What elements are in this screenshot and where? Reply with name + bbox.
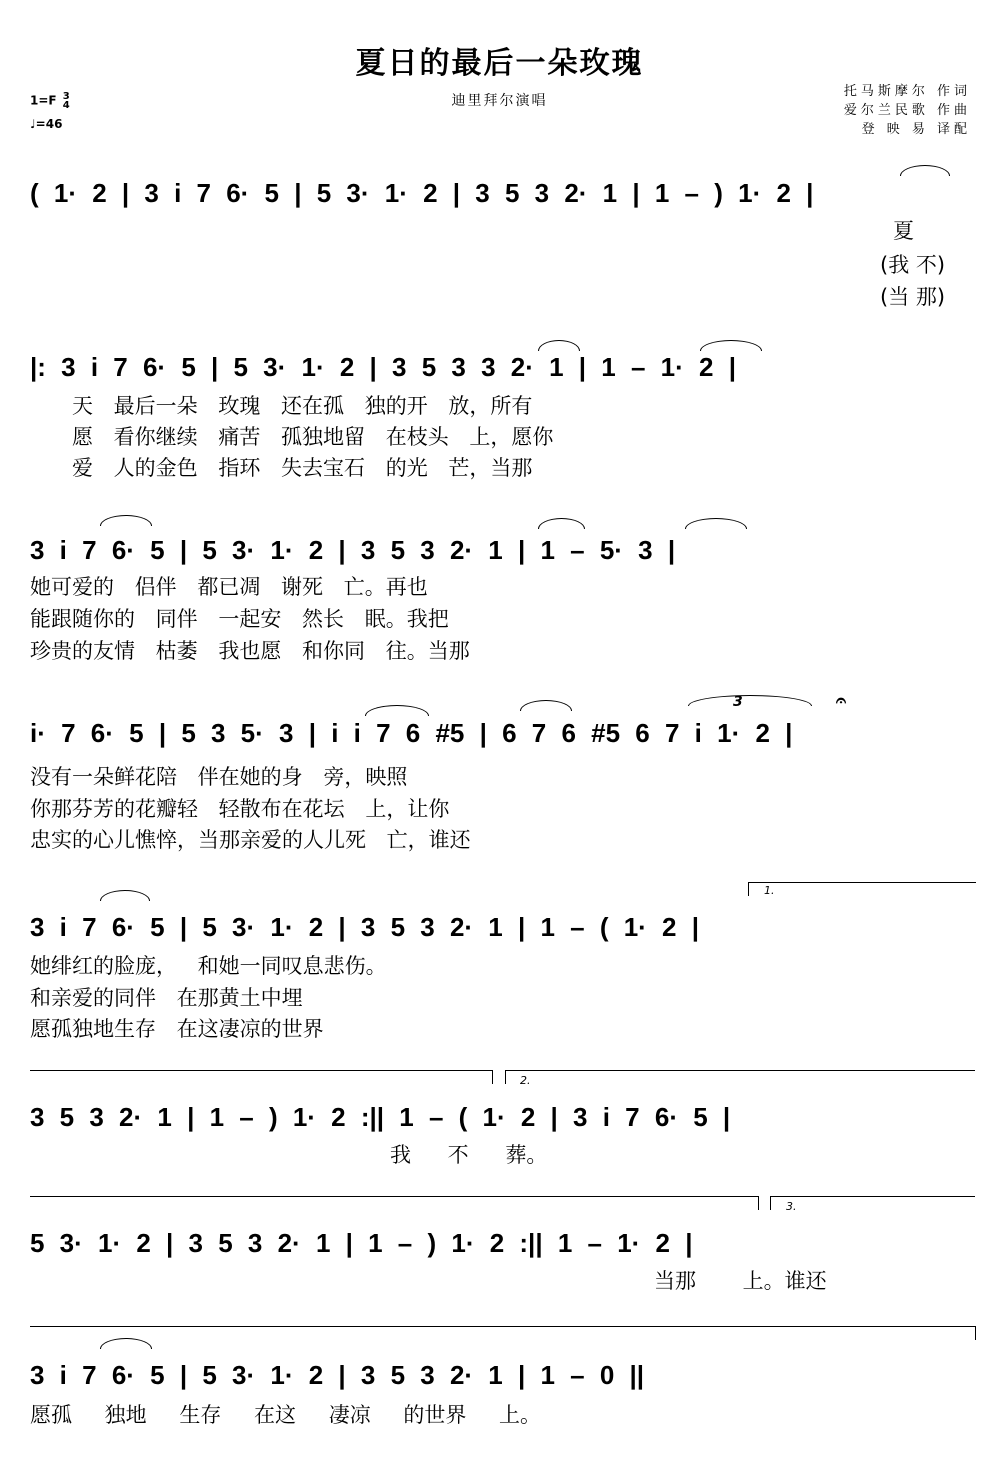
slur [700, 340, 762, 351]
notation-line: ( 1· 2 | 3 i 7 6· 5 | 5 3· 1· 2 | 3 5 3 2· 1 | 1 – ) 1· 2 | [30, 178, 814, 208]
slur [900, 165, 950, 176]
slur [365, 705, 429, 716]
slur [100, 890, 150, 901]
ending-bracket [30, 1326, 975, 1327]
notation-line: |: 3 i 7 6· 5 | 5 3· 1· 2 | 3 5 3 3 2· 1 | 1 – 1· 2 | [30, 352, 736, 382]
slur [538, 340, 580, 351]
triplet-mark: 3 [733, 694, 743, 710]
slur [520, 700, 572, 711]
lyric-line: 珍贵的友情 枯萎 我也愿 和你同 往。当那 [30, 639, 470, 663]
ending-number: 1. [764, 884, 775, 897]
lyric-line: 和亲爱的同伴 在那黄土中埋 [30, 986, 303, 1010]
lyric-line: 我 不 葬。 [390, 1143, 548, 1167]
time-numerator: 3 [62, 91, 70, 102]
notation-line: 3 i 7 6· 5 | 5 3· 1· 2 | 3 5 3 2· 1 | 1 – 5· 3 | [30, 535, 676, 565]
ending-bracket [505, 1070, 975, 1071]
lyric-line: 忠实的心儿憔悴，当那亲爱的人儿死 亡，谁还 [30, 828, 471, 852]
slur [538, 518, 585, 529]
ending-number: 2. [520, 1074, 531, 1087]
lyric-line: 没有一朵鲜花陪 伴在她的身 旁，映照 [30, 765, 408, 789]
key-value: 1=F [30, 93, 57, 108]
tempo-marking [30, 117, 62, 131]
fermata-icon: 𝄐 [836, 690, 847, 711]
ending-bracket-left [748, 882, 749, 896]
ending-bracket [30, 1196, 758, 1197]
lyric-line: 她绯红的脸庞， 和她一同叹息悲伤。 [30, 954, 387, 978]
lyric-line: (当 那) [880, 285, 946, 309]
ending-bracket [770, 1196, 975, 1197]
ending-number: 3. [786, 1200, 797, 1213]
time-signature [63, 92, 70, 110]
lyric-line: 愿孤 独地 生存 在这 凄凉 的世界 上。 [30, 1403, 542, 1427]
ending-bracket-right [492, 1070, 493, 1084]
lyric-line: 愿孤独地生存 在这凄凉的世界 [30, 1017, 324, 1041]
lyric-line: 能跟随你的 同伴 一起安 然长 眠。我把 [30, 607, 449, 631]
time-denominator: 4 [62, 100, 70, 111]
quarter-note-icon: ♩ [30, 117, 36, 131]
key-signature [30, 92, 70, 110]
slur [685, 518, 747, 529]
lyric-line: 爱 人的金色 指环 失去宝石 的光 芒，当那 [72, 456, 533, 480]
credit-music: 爱尔兰民歌 作曲 [843, 103, 971, 118]
song-title: 夏日的最后一朵玫瑰 [355, 46, 644, 81]
slur [100, 1338, 152, 1349]
lyric-line: 她可爱的 侣伴 都已凋 谢死 亡。再也 [30, 575, 428, 599]
ending-bracket-left [505, 1070, 506, 1084]
lyric-line: 你那芬芳的花瓣轻 轻散布在花坛 上，让你 [30, 797, 450, 821]
notation-line: 3 i 7 6· 5 | 5 3· 1· 2 | 3 5 3 2· 1 | 1 – ( 1· 2 | [30, 912, 700, 942]
slur [688, 695, 812, 706]
notation-line: i· 7 6· 5 | 5 3 5· 3 | i i 7 6 #5 | 6 7 6 #5 6 7 i 1· 2 | [30, 718, 793, 748]
lyric-line: 夏 [893, 219, 914, 243]
ending-bracket-right [758, 1196, 759, 1210]
ending-bracket [748, 882, 976, 883]
lyric-line: 愿 看你继续 痛苦 孤独地留 在枝头 上，愿你 [72, 425, 554, 449]
lyric-line: 当那 上。谁还 [654, 1269, 827, 1293]
notation-line: 3 5 3 2· 1 | 1 – ) 1· 2 :|| 1 – ( 1· 2 | 3 i 7 6· 5 | [30, 1102, 731, 1132]
ending-bracket [30, 1070, 492, 1071]
tempo-value: =46 [35, 117, 63, 131]
performer: 迪里拜尔演唱 [451, 93, 548, 109]
lyric-line: 天 最后一朵 玫瑰 还在孤 独的开 放，所有 [72, 394, 533, 418]
credit-translation: 登 映 易 译配 [861, 122, 971, 137]
ending-bracket-left [770, 1196, 771, 1210]
lyric-line: (我 不) [880, 253, 946, 277]
credit-lyrics: 托马斯摩尔 作词 [843, 84, 971, 99]
notation-line: 3 i 7 6· 5 | 5 3· 1· 2 | 3 5 3 2· 1 | 1 – 0 || [30, 1360, 645, 1390]
ending-bracket-right [975, 1326, 976, 1340]
slur [100, 515, 152, 526]
notation-line: 5 3· 1· 2 | 3 5 3 2· 1 | 1 – ) 1· 2 :|| 1 – 1· 2 | [30, 1228, 693, 1258]
